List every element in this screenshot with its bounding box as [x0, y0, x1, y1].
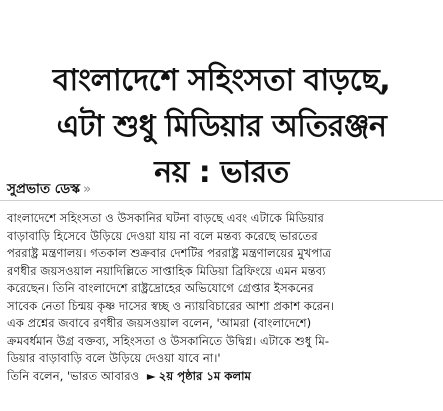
body-line: এক প্রশ্নের জবাবে রণধীর জয়সওয়াল বলেন, 'আমরা (বাংলাদেশে) [7, 316, 312, 330]
body-last-line-text: তিনি বলেন, 'ভারত আবারও [7, 368, 140, 383]
body-line: করেছেন। তিনি বাংলাদেশে রাষ্ট্রদ্রোহের অভিযোগে গ্রেপ্তার ইসকনের [7, 281, 314, 295]
body-last-line [7, 368, 439, 386]
headline-line: নয় : ভারত [154, 155, 289, 191]
byline-arrow-icon: » [82, 181, 92, 197]
continuation-text: ২য় পৃষ্ঠার ১ম কলাম [158, 368, 251, 383]
continuation-link[interactable] [147, 369, 251, 383]
triangle-right-icon: ► [146, 368, 156, 383]
body-line: ক্রমবর্ধমান উগ্র বক্তব্য, সহিংসতা ও উসকানিতে উদ্বিগ্ন। এটাকে শুধু মি- [7, 333, 330, 348]
headline [8, 58, 435, 196]
body-line: ডিয়ার বাড়াবাড়ি বলে উড়িয়ে দেওয়া যাবে না।' [7, 351, 221, 365]
byline-text: সুপ্রভাত ডেস্ক [7, 181, 80, 197]
article-body [7, 210, 439, 385]
divider [0, 200, 443, 201]
body-line: বাড়াবাড়ি হিসেবে উড়িয়ে দেওয়া যায় না বলে মন্তব্য করেছে ভারতের [7, 228, 318, 243]
body-line: সাবেক নেতা চিন্ময় কৃষ্ণ দাসের স্বচ্ছ ও ন্যায়বিচারের আশা প্রকাশ করেন। [7, 298, 335, 313]
body-line: রণধীর জয়সওয়াল নয়াদিল্লিতে সাপ্তাহিক মিডিয়া ব্রিফিংয়ে এমন মন্তব্য [7, 263, 326, 278]
byline [7, 180, 91, 198]
body-line: বাংলাদেশে সহিংসতা ও উসকানির ঘটনা বাড়ছে এবং এটাকে মিডিয়ার [7, 211, 324, 225]
body-line: পররাষ্ট্র মন্ত্রণালয়। গতকাল শুক্রবার দেশটির পররাষ্ট্র মন্ত্রণালয়ের মুখপাত্র [7, 246, 332, 260]
headline-line: এটা শুধু মিডিয়ার অতিরঞ্জন [56, 109, 387, 145]
headline-line: বাংলাদেশে সহিংসতা বাড়ছে, [52, 63, 391, 99]
